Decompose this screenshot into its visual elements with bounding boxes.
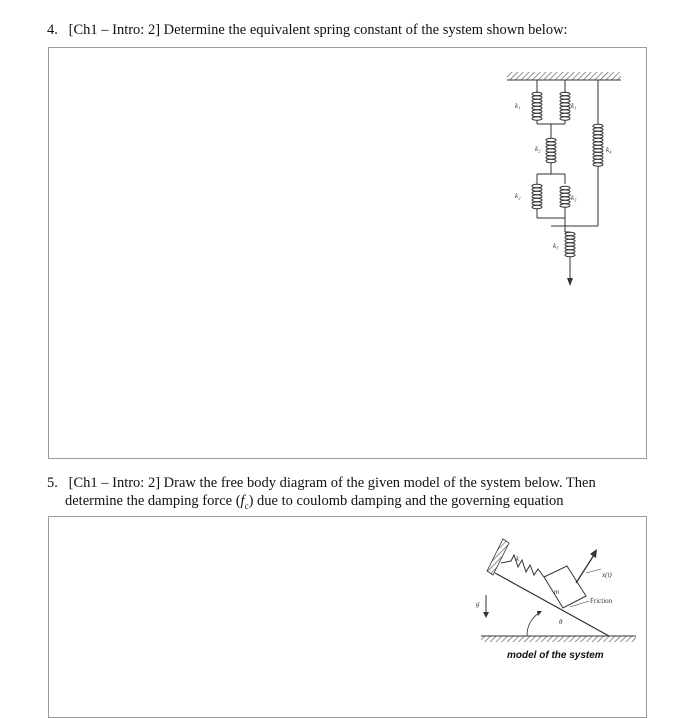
answer-box-4[interactable] (48, 47, 647, 459)
label-k4: k₄ (606, 146, 612, 154)
wall-support (487, 539, 509, 575)
label-k2-left: k₂ (515, 192, 521, 200)
label-k5: k₅ (553, 242, 559, 250)
spring-k5 (565, 232, 575, 280)
spring-k4 (593, 120, 603, 226)
question-4-number: 4. (47, 22, 58, 38)
spring-k3 (560, 186, 570, 218)
question-5-line1: [Ch1 – Intro: 2] Draw the free body diagram of the given model of the system below. Then (68, 475, 596, 491)
question-5 (47, 474, 647, 515)
spring-k (501, 555, 544, 577)
ground-hatch (481, 636, 636, 642)
mass-block (544, 566, 586, 608)
label-k: k (516, 555, 520, 563)
question-4 (47, 21, 647, 39)
ceiling-support (507, 72, 621, 80)
label-xt: x(t) (602, 571, 612, 579)
label-m: m (554, 588, 560, 596)
spring-k1-left (532, 90, 542, 124)
spring-system-figure (49, 48, 646, 458)
label-theta: θ (559, 618, 563, 626)
question-4-text: [Ch1 – Intro: 2] Determine the equivalent spring constant of the system shown below: (68, 22, 568, 38)
label-friction: Friction (590, 597, 613, 605)
question-5-line2: determine the damping force $(f_c)$ due to coulomb damping and the governing equation (65, 493, 564, 511)
spring-k2-top (546, 138, 556, 174)
spring-k1-right (560, 90, 570, 124)
force-arrow-icon (567, 278, 573, 286)
answer-box-5[interactable] (48, 516, 647, 718)
label-k3: k₃ (571, 194, 577, 202)
figure-caption: model of the system (507, 650, 604, 661)
gravity-arrow-icon (483, 612, 489, 618)
label-k2-top: k₂ (535, 145, 541, 153)
label-k1-right: k₁ (571, 102, 577, 110)
spring-k2-left (532, 184, 542, 218)
incline-system-figure (49, 517, 646, 717)
label-g: g (476, 600, 480, 608)
question-5-number: 5. (47, 475, 58, 491)
label-k1-left: k₁ (515, 102, 521, 110)
